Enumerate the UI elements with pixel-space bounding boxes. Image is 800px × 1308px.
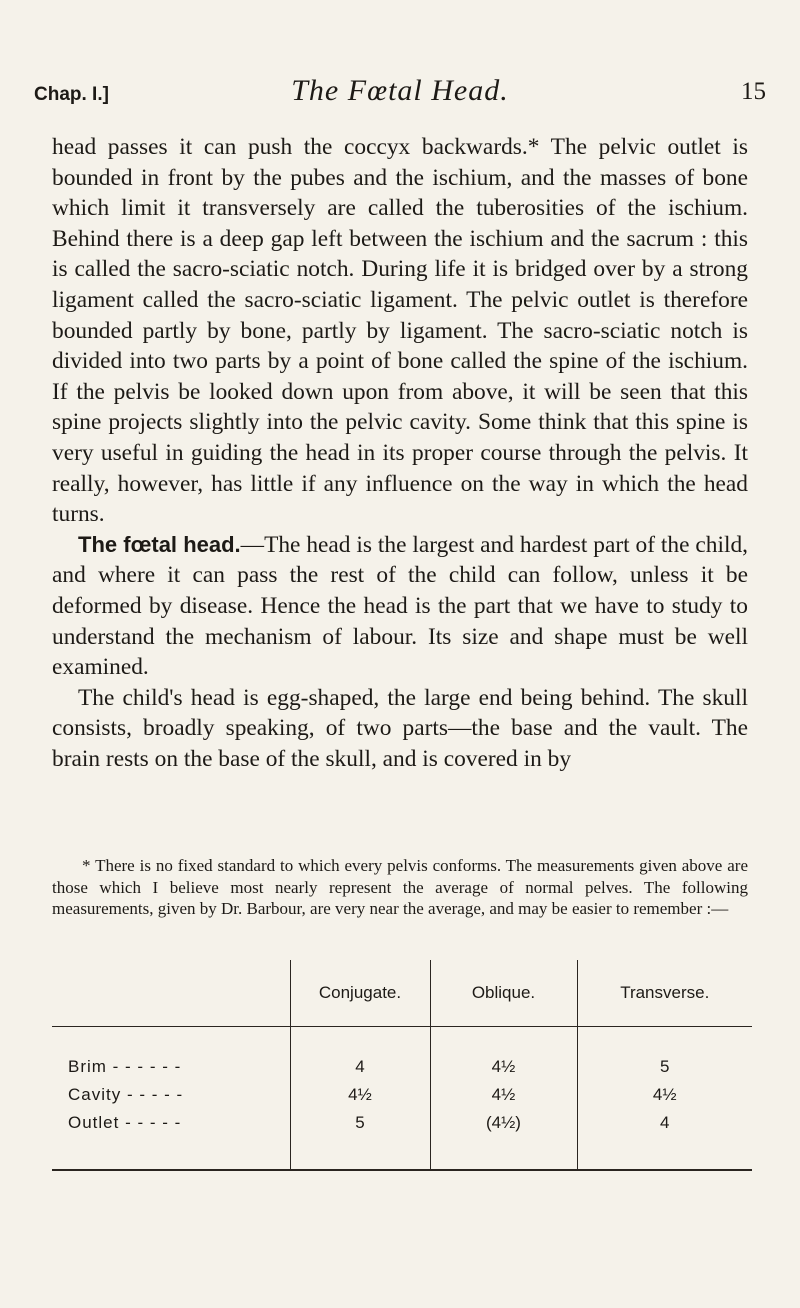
header-blank [52, 960, 290, 1027]
paragraph-foetal-head [52, 530, 748, 683]
header-oblique: Oblique. [430, 960, 577, 1027]
chapter-label: Chap. I.] [34, 84, 109, 105]
page-number: 15 [741, 78, 766, 105]
running-header [34, 74, 766, 114]
row-label: Brim - - - - - - [68, 1057, 182, 1076]
header-transverse: Transverse. [577, 960, 752, 1027]
cell-transverse: 4½ [577, 1081, 752, 1109]
section-runin-heading: The fœtal head. [78, 531, 241, 557]
paragraph-foetal-head-text: —The head is the largest and hardest part of the child, and where it can pass the rest of the child can follow, unless it be deformed by disease. Hence the head is the part that we have to study to understand the mechanism of labour. Its size and shape must be well examined. [52, 531, 749, 681]
cell-oblique: (4½) [430, 1109, 577, 1170]
footnote-text: * There is no fixed standard to which every pelvis conforms. The measurements given above are those which I believe most nearly represent the average of normal pelves. The following measurements, given by Dr. Barbour, are very near the average, and may be easier to remember :— [52, 856, 748, 919]
table-row [52, 1109, 752, 1170]
cell-conjugate: 4½ [290, 1081, 430, 1109]
body-text [52, 132, 748, 774]
table-row [52, 1081, 752, 1109]
row-label: Outlet - - - - - [52, 1109, 290, 1170]
paragraph-pelvic-outlet: head passes it can push the coccyx backwards.* The pelvic outlet is bounded in front by the pubes and the ischium, and the masses of bone which limit it transversely are called the tuberosities of the ischium. Behind there is a deep gap left between the ischium and the sacrum : this is called the sacro-sciatic notch. During life it is bridged over by a strong ligament called the sacro-sciatic ligament. The pelvic outlet is therefore bounded partly by bone, partly by ligament. The sacro-sciatic notch is divided into two parts by a point of bone called the spine of the ischium. If the pelvis be looked down upon from above, it will be seen that this spine projects slightly into the pelvic cavity. Some think that this spine is very useful in guiding the head in its proper course through the pelvis. It really, however, has little if any influence on the way in which the head turns. [52, 134, 748, 528]
cell-oblique: 4½ [430, 1081, 577, 1109]
measurements-table [52, 960, 752, 1171]
row-label: Cavity - - - - - [68, 1085, 184, 1104]
header-conjugate: Conjugate. [290, 960, 430, 1027]
cell-transverse: 4 [577, 1109, 752, 1170]
table-row [52, 1027, 752, 1082]
cell-conjugate: 4 [290, 1027, 430, 1082]
cell-oblique: 4½ [430, 1027, 577, 1082]
paragraph-skull: The child's head is egg-shaped, the large end being behind. The skull consists, broadly speaking, of two parts—the base and the vault. The brain rests on the base of the skull, and is covered in by [52, 684, 748, 772]
cell-transverse: 5 [577, 1027, 752, 1082]
running-title: The Fœtal Head. [291, 74, 509, 107]
cell-conjugate: 5 [290, 1109, 430, 1170]
table-header-row [52, 960, 752, 1027]
footnote [52, 855, 748, 920]
